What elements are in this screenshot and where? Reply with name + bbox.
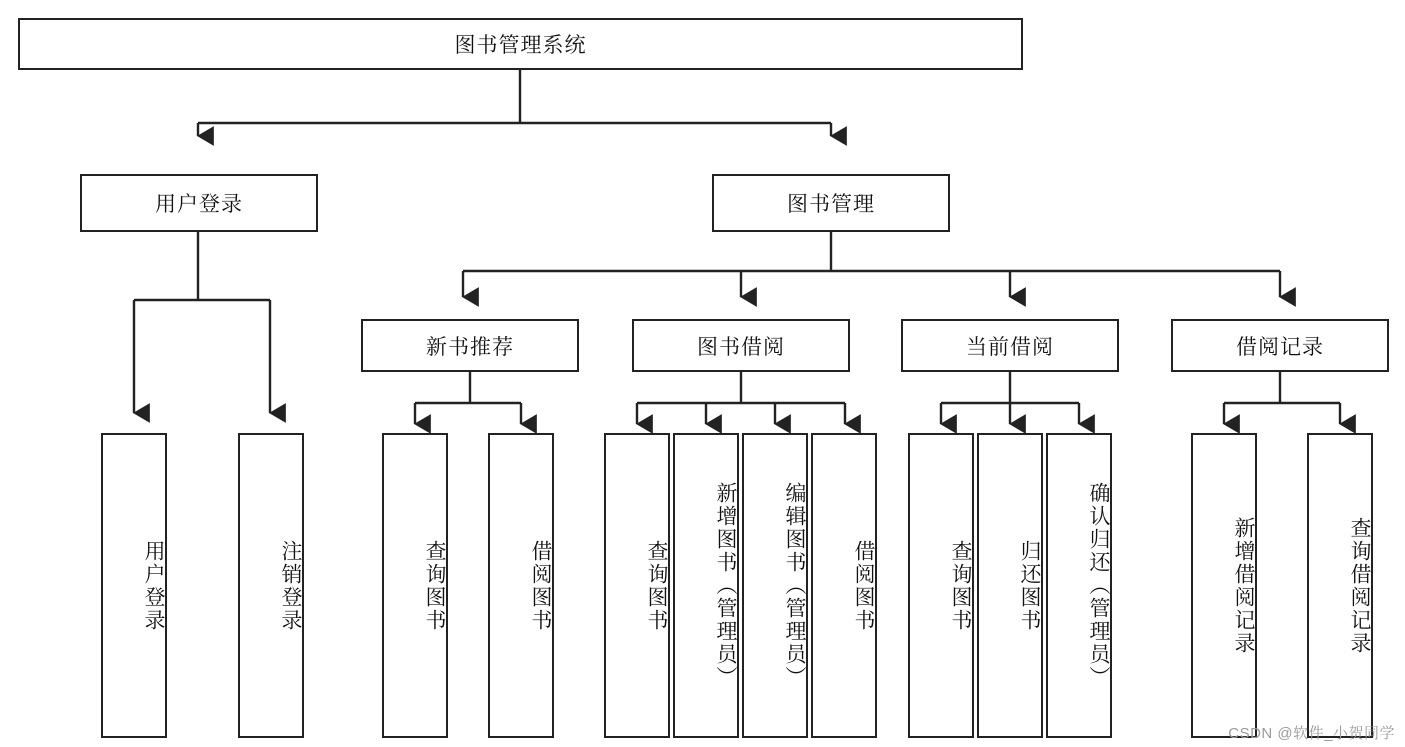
node-root-label: 图书管理系统 <box>454 34 587 57</box>
node-leaf-user-login-label: 用户登录 <box>142 539 165 632</box>
node-new-book-recommend-label: 新书推荐 <box>426 335 514 359</box>
node-leaf-add-book <box>673 433 739 738</box>
node-leaf-return-book <box>977 433 1043 738</box>
node-leaf-query-borrow-record <box>1307 433 1373 738</box>
node-root <box>18 18 1023 70</box>
node-new-book-recommend <box>361 319 579 372</box>
node-leaf-borrow-book-rec <box>488 433 554 738</box>
node-book-management-label: 图书管理 <box>787 193 875 216</box>
node-current-borrow-label: 当前借阅 <box>966 335 1054 359</box>
node-leaf-logout-label: 注销登录 <box>279 539 302 632</box>
node-leaf-borrow-book-label: 借阅图书 <box>852 539 875 632</box>
node-borrow-record-label: 借阅记录 <box>1236 335 1324 359</box>
node-current-borrow <box>901 319 1119 372</box>
node-leaf-borrow-book-rec-label: 借阅图书 <box>529 539 552 632</box>
watermark-text: CSDN @软件_小贺同学 <box>1228 725 1395 742</box>
node-leaf-logout <box>238 433 304 738</box>
node-book-borrow-label: 图书借阅 <box>697 335 785 359</box>
node-leaf-query-borrow-record-label: 查询借阅记录 <box>1348 516 1371 655</box>
node-leaf-borrow-book <box>811 433 877 738</box>
node-leaf-confirm-return-label: 确认归还（管理员） <box>1087 482 1110 689</box>
node-leaf-edit-book <box>742 433 808 738</box>
node-leaf-user-login <box>101 433 167 738</box>
node-leaf-query-book-rec <box>382 433 448 738</box>
node-book-borrow <box>632 319 850 372</box>
node-leaf-add-book-label: 新增图书（管理员） <box>714 482 737 689</box>
node-leaf-query-book-borrow-label: 查询图书 <box>645 539 668 632</box>
node-leaf-add-borrow-record <box>1191 433 1257 738</box>
node-leaf-add-borrow-record-label: 新增借阅记录 <box>1232 516 1255 655</box>
node-book-management <box>712 174 950 232</box>
node-user-login-label: 用户登录 <box>155 193 243 216</box>
node-leaf-query-book-current <box>908 433 974 738</box>
node-leaf-query-book-current-label: 查询图书 <box>949 539 972 632</box>
node-borrow-record <box>1171 319 1389 372</box>
node-leaf-query-book-rec-label: 查询图书 <box>423 539 446 632</box>
node-leaf-edit-book-label: 编辑图书（管理员） <box>783 482 806 689</box>
node-leaf-query-book-borrow <box>604 433 670 738</box>
node-leaf-confirm-return <box>1046 433 1112 738</box>
node-user-login <box>80 174 318 232</box>
node-leaf-return-book-label: 归还图书 <box>1018 539 1041 632</box>
